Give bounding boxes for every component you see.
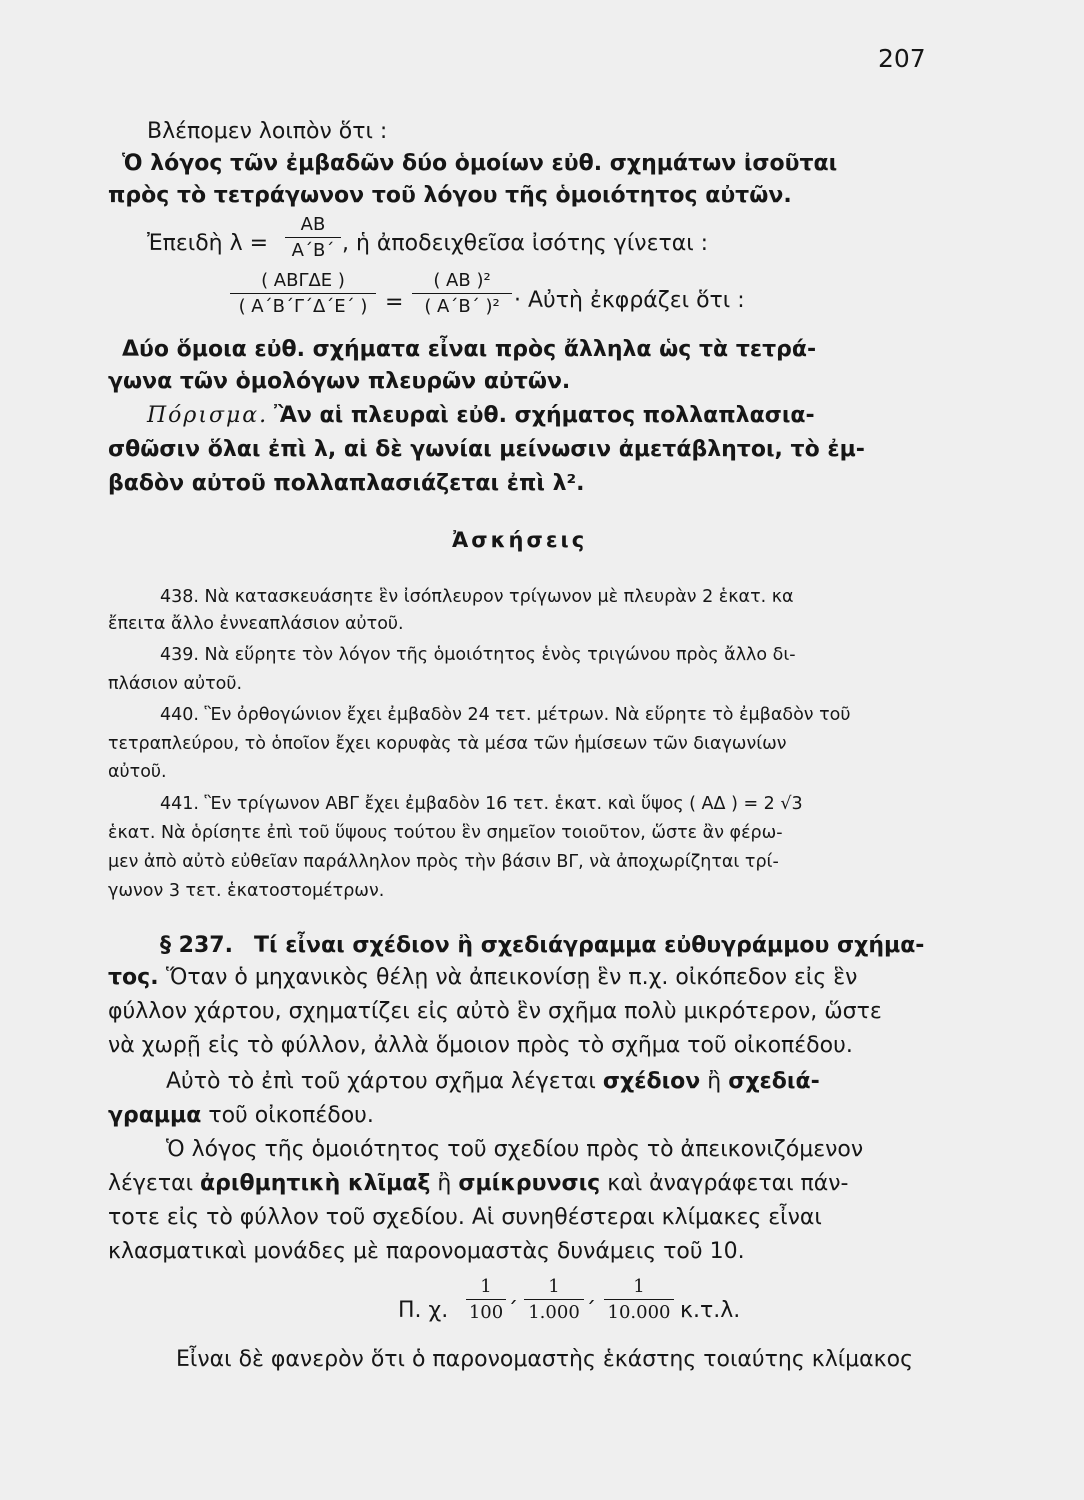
fraction-bar [604, 1299, 674, 1300]
fraction-3-numerator: 1 [633, 1276, 645, 1297]
p3-text-e: καὶ ἀναγράφεται πάν- [607, 1171, 849, 1196]
fraction-1-denominator: 100 [468, 1302, 504, 1323]
left-numerator: ( ΑΒΓΔΕ ) [261, 270, 345, 291]
fraction-bar [412, 293, 512, 294]
p2-term-diagram-start: σχεδιά- [728, 1069, 820, 1094]
fraction-2-numerator: 1 [548, 1276, 560, 1297]
corollary-line-2: σθῶσιν ὅλαι ἐπὶ λ, αἱ δὲ γωνίαι μείνωσιν ἀμετάβλητοι, τὸ ἐμ- [108, 437, 865, 462]
fraction-1-numerator: 1 [480, 1276, 492, 1297]
statement-line-2: γωνα τῶν ὁμολόγων πλευρῶν αὐτῶν. [108, 369, 571, 394]
exercise-441-line-1: 441. Ἓν τρίγωνον ΑΒΓ ἔχει ἐμβαδὸν 16 τετ. ἑκατ. καὶ ὕψος ( ΑΔ ) = 2 √3 [160, 794, 803, 814]
example-suffix: κ.τ.λ. [680, 1298, 741, 1323]
page-number: 207 [878, 44, 926, 73]
equals-sign: = [385, 290, 404, 315]
section-line-2: Ὅταν ὁ μηχανικὸς θέλῃ νὰ ἀπεικονίσῃ ἓν π.χ. οἰκόπεδον εἰς ἓν [166, 965, 858, 990]
paragraph-3-line-2 [108, 1170, 848, 1198]
exercises-heading: Ἀσκήσεις [452, 528, 588, 552]
p2-text-or: ἢ [707, 1069, 722, 1094]
p3-term-scale: ἀριθμητικὴ κλῖμαξ [200, 1171, 431, 1196]
p2-text-a: Αὐτὸ τὸ ἐπὶ τοῦ χάρτου σχῆμα λέγεται [166, 1069, 596, 1094]
section-line-3: φύλλον χάρτου, σχηματίζει εἰς αὐτὸ ἓν σχῆμα πολὺ μικρότερον, ὥστε [108, 999, 882, 1024]
exercise-440-line-1: 440. Ἓν ὀρθογώνιον ἔχει ἐμβαδὸν 24 τετ. μέτρων. Νὰ εὕρητε τὸ ἐμβαδὸν τοῦ [160, 705, 851, 725]
fraction-bar [466, 1299, 506, 1300]
exercise-440-line-3: αὐτοῦ. [108, 762, 167, 782]
section-line-4: νὰ χωρῇ εἰς τὸ φύλλον, ἀλλὰ ὅμοιον πρὸς τὸ σχῆμα τοῦ οἰκοπέδου. [108, 1033, 853, 1058]
exercise-441-line-3: μεν ἀπὸ αὐτὸ εὐθεῖαν παράλληλον πρὸς τὴν βάσιν ΒΓ, νὰ ἀποχωρίζηται τρί- [108, 852, 779, 872]
example-sep-1: ΄ [507, 1299, 518, 1324]
theorem-line-2: πρὸς τὸ τετράγωνον τοῦ λόγου τῆς ὁμοιότητος αὐτῶν. [108, 183, 792, 208]
p2-text-end: τοῦ οἰκοπέδου. [208, 1103, 374, 1128]
p3-text-a: λέγεται [108, 1171, 194, 1196]
corollary-line-3: βαδὸν αὐτοῦ πολλαπλασιάζεται ἐπὶ λ². [108, 471, 585, 496]
example-fraction-2 [524, 1276, 584, 1323]
statement-line-1: Δύο ὅμοια εὐθ. σχήματα εἶναι πρὸς ἄλληλα ὡς τὰ τετρά- [122, 337, 817, 362]
lambda-numerator: ΑΒ [300, 214, 326, 235]
equation-left-fraction [230, 270, 376, 317]
since-suffix: , ἡ ἀποδειχθεῖσα ἰσότης γίνεται : [342, 231, 709, 256]
theorem-line-1: Ὁ λόγος τῶν ἐμβαδῶν δύο ὁμοίων εὐθ. σχημάτων ἰσοῦται [122, 151, 838, 176]
last-line: Εἶναι δὲ φανερὸν ὅτι ὁ παρονομαστὴς ἑκάστης τοιαύτης κλίμακος [176, 1347, 914, 1372]
fraction-bar [230, 293, 376, 294]
section-number: § 237. [160, 933, 233, 958]
corollary-label: Πόρισμα. [147, 403, 269, 428]
equation-suffix: · Αὐτὴ ἐκφράζει ὅτι : [514, 288, 745, 313]
section-title-line-1: Τί εἶναι σχέδιον ἢ σχεδιάγραμμα εὐθυγράμμου σχήμα- [254, 933, 925, 958]
p3-text-or: ἢ [437, 1171, 452, 1196]
p2-term-drawing: σχέδιον [602, 1069, 701, 1094]
p3-term-reduction: σμίκρυνσις [458, 1171, 601, 1196]
section-title-line-2: τος. [108, 965, 159, 990]
example-prefix: Π. χ. [398, 1298, 449, 1323]
fraction-bar [524, 1299, 584, 1300]
example-fraction-3 [604, 1276, 674, 1323]
left-denominator: ( Α΄Β΄Γ΄Δ΄Ε΄ ) [238, 296, 368, 317]
right-numerator: ( ΑΒ )² [433, 270, 491, 291]
paragraph-3-line-4: κλασματικαὶ μονάδες μὲ παρονομαστὰς δυνάμεις τοῦ 10. [108, 1239, 745, 1264]
intro-text: Βλέπομεν λοιπὸν ὅτι : [147, 119, 388, 144]
exercise-440-line-2: τετραπλεύρου, τὸ ὁποῖον ἔχει κορυφὰς τὰ μέσα τῶν ἡμίσεων τῶν διαγωνίων [108, 734, 787, 754]
exercise-441-line-2: ἑκατ. Νὰ ὁρίσητε ἐπὶ τοῦ ὕψους τούτου ἓν σημεῖον τοιοῦτον, ὥστε ἂν φέρω- [108, 823, 783, 843]
paragraph-2-line-1 [166, 1068, 820, 1096]
exercise-438-line-1: 438. Νὰ κατασκευάσητε ἓν ἰσόπλευρον τρίγωνον μὲ πλευρὰν 2 ἑκατ. κα [160, 587, 794, 607]
paragraph-3-line-3: τοτε εἰς τὸ φύλλον τοῦ σχεδίου. Αἱ συνηθέστεραι κλίμακες εἶναι [108, 1205, 822, 1230]
lambda-denominator: Α΄Β΄ [291, 240, 335, 261]
corollary-line-1: Ἂν αἱ πλευραὶ εὐθ. σχήματος πολλαπλασια- [274, 403, 815, 428]
p2-term-diagram-end: γραμμα [108, 1103, 202, 1128]
exercise-438-line-2: ἔπειτα ἄλλο ἐννεαπλάσιον αὐτοῦ. [108, 614, 404, 634]
fraction-bar [285, 237, 341, 238]
fraction-2-denominator: 1.000 [528, 1302, 580, 1323]
example-fraction-1 [466, 1276, 506, 1323]
example-sep-2: ΄ [585, 1299, 596, 1324]
exercise-439-line-1: 439. Νὰ εὕρητε τὸν λόγον τῆς ὁμοιότητος ἑνὸς τριγώνου πρὸς ἄλλο δι- [160, 645, 796, 665]
exercise-441-line-4: γωνον 3 τετ. ἑκατοστομέτρων. [108, 881, 385, 901]
since-prefix: Ἐπειδὴ λ = [147, 231, 269, 256]
exercise-439-line-2: πλάσιον αὐτοῦ. [108, 674, 243, 694]
paragraph-2-line-2 [108, 1102, 374, 1130]
equation-right-fraction [412, 270, 512, 317]
paragraph-3-line-1: Ὁ λόγος τῆς ὁμοιότητος τοῦ σχεδίου πρὸς τὸ ἀπεικονιζόμενον [166, 1137, 864, 1162]
fraction-3-denominator: 10.000 [607, 1302, 671, 1323]
right-denominator: ( Α΄Β΄ )² [424, 296, 500, 317]
lambda-fraction [285, 214, 341, 261]
